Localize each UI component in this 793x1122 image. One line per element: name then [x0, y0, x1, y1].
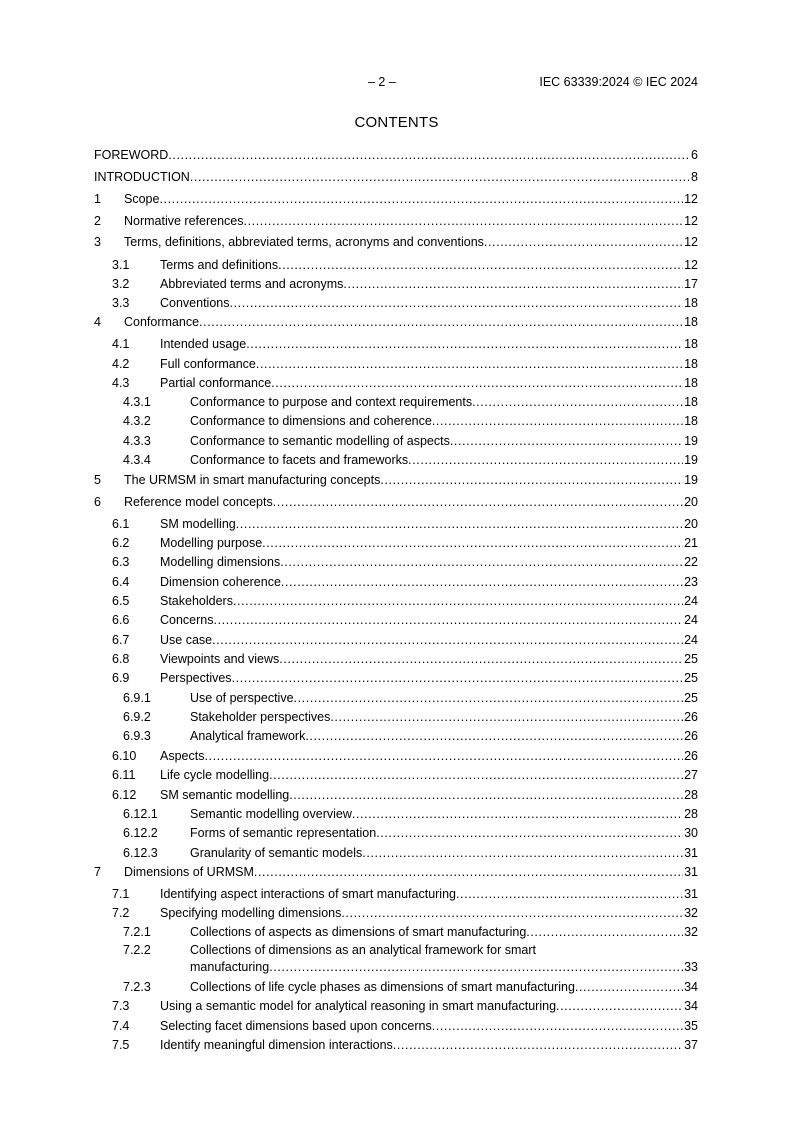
- dot-leader: [212, 631, 683, 649]
- toc-entry-page: 26: [684, 729, 698, 743]
- toc-entry-leader: [94, 168, 698, 186]
- toc-entry[interactable]: [94, 824, 698, 842]
- dot-leader: [341, 904, 683, 922]
- toc-entry[interactable]: [94, 515, 698, 533]
- toc-entry[interactable]: [94, 650, 698, 668]
- dot-leader: [432, 412, 683, 430]
- toc-entry-page: 19: [684, 434, 698, 448]
- toc-entry-title: Conformance to facets and frameworks: [190, 453, 409, 467]
- toc-entry-number: 3.1: [112, 258, 130, 272]
- dot-leader: [244, 212, 684, 230]
- toc-entry[interactable]: [94, 355, 698, 373]
- toc-entry-number: 6.2: [112, 536, 130, 550]
- toc-entry-number: 6.12.2: [123, 826, 158, 840]
- toc-entry[interactable]: [94, 766, 698, 784]
- toc-entry-page: 22: [684, 555, 698, 569]
- toc-entry-page: 28: [684, 788, 698, 802]
- dot-leader: [269, 766, 683, 784]
- toc-entry-title: Dimensions of URMSM: [124, 865, 254, 879]
- toc-entry[interactable]: [94, 412, 698, 430]
- toc-entry-leader: [160, 1036, 698, 1054]
- toc-entry-number: 4.3.4: [123, 453, 151, 467]
- toc-entry-number: 4.3.2: [123, 414, 151, 428]
- toc-entry-page: 18: [684, 296, 698, 310]
- toc-entry-number: 6.6: [112, 613, 130, 627]
- toc-entry-page: 18: [684, 357, 698, 371]
- toc-entry-number: 7.3: [112, 999, 130, 1013]
- dot-leader: [484, 233, 683, 251]
- toc-entry-title: Terms and definitions: [160, 258, 279, 272]
- toc-entry-number: 6.8: [112, 652, 130, 666]
- dot-leader: [280, 553, 683, 571]
- toc-entry-leader: [160, 669, 698, 687]
- dot-leader: [236, 515, 683, 533]
- toc-entry-leader: [160, 515, 698, 533]
- toc-entry-leader: [160, 904, 698, 922]
- toc-entry-leader: [190, 978, 698, 996]
- dot-leader: [352, 805, 683, 823]
- dot-leader: [279, 650, 683, 668]
- toc-entry-number: 3.2: [112, 277, 130, 291]
- toc-entry-title: Conformance to dimensions and coherence: [190, 414, 432, 428]
- dot-leader: [232, 669, 684, 687]
- toc-entry-leader: [160, 786, 698, 804]
- toc-entry-number: 3.3: [112, 296, 130, 310]
- toc-entry-title: Abbreviated terms and acronyms: [160, 277, 344, 291]
- dot-leader: [281, 573, 683, 591]
- toc-entry-number: 6: [94, 495, 101, 509]
- dot-leader: [254, 863, 683, 881]
- toc-entry-number: 7.1: [112, 887, 130, 901]
- toc-entry[interactable]: [94, 313, 698, 331]
- toc-entry-title: Concerns: [160, 613, 214, 627]
- toc-entry-page: 32: [684, 906, 698, 920]
- dot-leader: [246, 335, 683, 353]
- toc-entry-title: Collections of life cycle phases as dimensions of smart manufacturing: [190, 980, 575, 994]
- dot-leader: [376, 824, 683, 842]
- toc-entry-leader: [190, 958, 698, 976]
- toc-entry-page: 21: [684, 536, 698, 550]
- toc-entry-page: 8: [691, 170, 698, 184]
- toc-entry-title: SM semantic modelling: [160, 788, 290, 802]
- toc-entry-number: 4: [94, 315, 101, 329]
- dot-leader: [526, 923, 683, 941]
- toc-entry[interactable]: [94, 747, 698, 765]
- dot-leader: [556, 997, 683, 1015]
- toc-entry-number: 6.12.3: [123, 846, 158, 860]
- toc-entry-page: 19: [684, 453, 698, 467]
- dot-leader: [233, 592, 683, 610]
- toc-entry[interactable]: [94, 592, 698, 610]
- toc-entry-page: 37: [684, 1038, 698, 1052]
- toc-entry-number: 7: [94, 865, 101, 879]
- dot-leader: [199, 313, 683, 331]
- dot-leader: [159, 190, 683, 208]
- toc-entry[interactable]: [94, 805, 698, 823]
- toc-entry[interactable]: [94, 1017, 698, 1035]
- toc-entry-leader: [190, 844, 698, 862]
- toc-entry-title: Using a semantic model for analytical reasoning in smart manufacturing: [160, 999, 557, 1013]
- toc-entry[interactable]: [94, 233, 698, 251]
- toc-entry-leader: [190, 708, 698, 726]
- toc-entry-title: Perspectives: [160, 671, 232, 685]
- toc-entry-leader: [124, 190, 698, 208]
- dot-leader: [432, 1017, 683, 1035]
- toc-entry[interactable]: [94, 168, 698, 186]
- toc-entry-number: 7.2.1: [123, 925, 151, 939]
- toc-entry-title: Identify meaningful dimension interactions: [160, 1038, 393, 1052]
- toc-entry-page: 35: [684, 1019, 698, 1033]
- toc-entry-page: 18: [684, 395, 698, 409]
- toc-entry-leader: [160, 747, 698, 765]
- toc-entry-page: 26: [684, 749, 698, 763]
- toc-entry-page: 31: [684, 846, 698, 860]
- toc-entry-title: Specifying modelling dimensions: [160, 906, 342, 920]
- toc-entry-page: 31: [684, 887, 698, 901]
- toc-entry[interactable]: [94, 451, 698, 469]
- toc-entry-leader: [160, 766, 698, 784]
- toc-entry-number: 4.2: [112, 357, 130, 371]
- toc-entry-page: 6: [691, 148, 698, 162]
- toc-entry-leader: [124, 471, 698, 489]
- dot-leader: [450, 432, 683, 450]
- toc-entry-number: 6.9.3: [123, 729, 151, 743]
- toc-entry-title: Life cycle modelling: [160, 768, 270, 782]
- toc-entry-title: SM modelling: [160, 517, 236, 531]
- toc-entry-number: 6.12.1: [123, 807, 158, 821]
- toc-entry[interactable]: [94, 374, 698, 392]
- page-header: [94, 75, 698, 91]
- dot-leader: [472, 393, 683, 411]
- toc-entry[interactable]: [94, 573, 698, 591]
- dot-leader: [393, 1036, 683, 1054]
- toc-entry-number: 6.10: [112, 749, 137, 763]
- toc-entry-page: 23: [684, 575, 698, 589]
- dot-leader: [343, 275, 683, 293]
- toc-entry-leader: [190, 805, 698, 823]
- toc-entry[interactable]: [94, 534, 698, 552]
- toc-entry-number: 2: [94, 214, 101, 228]
- toc-entry[interactable]: [94, 393, 698, 411]
- toc-entry-title: Dimension coherence: [160, 575, 281, 589]
- toc-entry-leader: [160, 534, 698, 552]
- toc-entry-title: Conventions: [160, 296, 230, 310]
- toc-entry-leader: [190, 432, 698, 450]
- toc-entry-page: 18: [684, 315, 698, 329]
- toc-entry-page: 12: [684, 258, 698, 272]
- toc-entry[interactable]: [94, 844, 698, 862]
- toc-entry-title: Normative references: [124, 214, 244, 228]
- toc-entry-leader: [160, 1017, 698, 1035]
- toc-entry-leader: [160, 885, 698, 903]
- toc-entry-page: 12: [684, 192, 698, 206]
- dot-leader: [575, 978, 683, 996]
- toc-entry[interactable]: [94, 471, 698, 489]
- toc-entry-page: 33: [684, 960, 698, 974]
- dot-leader: [380, 471, 683, 489]
- toc-entry-title: Terms, definitions, abbreviated terms, acronyms and conventions: [124, 235, 484, 249]
- toc-entry-title: Analytical framework: [190, 729, 306, 743]
- toc-entry-page: 18: [684, 376, 698, 390]
- toc-entry-title: Full conformance: [160, 357, 256, 371]
- toc-entry-title: Intended usage: [160, 337, 247, 351]
- toc-entry-leader: [160, 650, 698, 668]
- dot-leader: [408, 451, 683, 469]
- toc-entry-leader: [160, 355, 698, 373]
- toc-entry-title: Partial conformance: [160, 376, 272, 390]
- dot-leader: [456, 885, 683, 903]
- toc-entry[interactable]: [94, 146, 698, 164]
- toc-entry-title-line: Collections of dimensions as an analytical framework for smart: [190, 943, 536, 957]
- toc-entry-number: 7.5: [112, 1038, 130, 1052]
- toc-entry-number: 6.9.1: [123, 691, 151, 705]
- toc-entry[interactable]: [94, 669, 698, 687]
- dot-leader: [289, 786, 683, 804]
- toc-entry-page: 12: [684, 235, 698, 249]
- toc-entry-number: 4.3.3: [123, 434, 151, 448]
- toc-entry-number: 6.5: [112, 594, 130, 608]
- toc-entry-number: 6.11: [112, 768, 136, 782]
- toc-entry-page: 24: [684, 633, 698, 647]
- toc-entry-title: Modelling purpose: [160, 536, 263, 550]
- toc-entry[interactable]: [94, 923, 698, 941]
- toc-entry[interactable]: [94, 786, 698, 804]
- toc-entry[interactable]: [94, 978, 698, 996]
- toc-entry-title: Reference model concepts: [124, 495, 273, 509]
- toc-entry-title: Modelling dimensions: [160, 555, 281, 569]
- dot-leader: [269, 958, 683, 976]
- toc-entry-title: Conformance to purpose and context requirements: [190, 395, 473, 409]
- dot-leader: [273, 493, 683, 511]
- dot-leader: [271, 374, 683, 392]
- toc-entry-leader: [190, 393, 698, 411]
- toc-entry[interactable]: [94, 631, 698, 649]
- toc-entry-leader: [124, 493, 698, 511]
- toc-entry-leader: [160, 997, 698, 1015]
- toc-entry[interactable]: [94, 335, 698, 353]
- toc-entry-page: 19: [684, 473, 698, 487]
- toc-entry-leader: [160, 374, 698, 392]
- toc-entry[interactable]: [94, 190, 698, 208]
- toc-entry-page: 25: [684, 671, 698, 685]
- toc-entry-page: 30: [684, 826, 698, 840]
- toc-entry[interactable]: [94, 212, 698, 230]
- toc-entry-title: Stakeholders: [160, 594, 233, 608]
- toc-entry-title: Identifying aspect interactions of smart manufacturing: [160, 887, 456, 901]
- toc-entry[interactable]: [94, 256, 698, 274]
- dot-leader: [230, 294, 684, 312]
- toc-entry-number: 6.9.2: [123, 710, 151, 724]
- toc-entry-number: 6.9: [112, 671, 130, 685]
- toc-entry-leader: [160, 335, 698, 353]
- toc-entry-number: 7.2.2: [123, 943, 151, 957]
- toc-entry-number: 4.1: [112, 337, 130, 351]
- toc-entry-page: 32: [684, 925, 698, 939]
- toc-entry-title: Use of perspective: [190, 691, 294, 705]
- toc-entry-page: 24: [684, 613, 698, 627]
- toc-entry-number: 6.7: [112, 633, 130, 647]
- toc-entry-title: Conformance to semantic modelling of aspects: [190, 434, 450, 448]
- toc-entry-number: 1: [94, 192, 101, 206]
- dot-leader: [256, 355, 683, 373]
- toc-entry-leader: [124, 313, 698, 331]
- toc-entry-title: Collections of aspects as dimensions of smart manufacturing: [190, 925, 527, 939]
- toc-entry-leader: [160, 573, 698, 591]
- toc-entry-title: Granularity of semantic models: [190, 846, 363, 860]
- toc-entry-page: 17: [684, 277, 698, 291]
- toc-entry-page: 12: [684, 214, 698, 228]
- toc-entry[interactable]: [94, 275, 698, 293]
- toc-entry-leader: [160, 611, 698, 629]
- page-number: – 2 –: [368, 75, 396, 89]
- toc-entry-title: Conformance: [124, 315, 200, 329]
- toc-entry-title: Use case: [160, 633, 213, 647]
- toc-entry-number: 6.12: [112, 788, 137, 802]
- toc-entry-title: Scope: [124, 192, 160, 206]
- toc-entry[interactable]: [94, 1036, 698, 1054]
- toc-entry-page: 20: [684, 517, 698, 531]
- toc-entry-page: 25: [684, 691, 698, 705]
- dot-leader: [214, 611, 684, 629]
- toc-entry-title: Selecting facet dimensions based upon concerns: [160, 1019, 432, 1033]
- toc-entry-title: INTRODUCTION: [94, 170, 190, 184]
- toc-entry-leader: [160, 592, 698, 610]
- toc-entry-number: 7.2: [112, 906, 130, 920]
- toc-entry-page: 24: [684, 594, 698, 608]
- toc-entry[interactable]: [94, 727, 698, 745]
- toc-entry-number: 4.3: [112, 376, 130, 390]
- toc-entry-title: Semantic modelling overview: [190, 807, 352, 821]
- toc-entry-leader: [124, 863, 698, 881]
- toc-entry-number: 6.1: [112, 517, 130, 531]
- toc-entry-page: 31: [684, 865, 698, 879]
- toc-entry[interactable]: [94, 863, 698, 881]
- toc-entry-page: 34: [684, 980, 698, 994]
- toc-entry[interactable]: [94, 689, 698, 707]
- toc-entry-number: 6.3: [112, 555, 130, 569]
- toc-entry-title: The URMSM in smart manufacturing concepts: [124, 473, 381, 487]
- toc-entry-leader: [190, 727, 698, 745]
- toc-entry-page: 26: [684, 710, 698, 724]
- toc-entry-title: FOREWORD: [94, 148, 169, 162]
- toc-entry-page: 28: [684, 807, 698, 821]
- toc-entry-leader: [160, 553, 698, 571]
- toc-entry-page: 18: [684, 414, 698, 428]
- toc-entry-title: Forms of semantic representation: [190, 826, 377, 840]
- dot-leader: [362, 844, 683, 862]
- dot-leader: [330, 708, 683, 726]
- toc-entry[interactable]: [94, 885, 698, 903]
- toc-entry-number: 7.4: [112, 1019, 130, 1033]
- toc-entry-leader: [160, 256, 698, 274]
- toc-entry-leader: [190, 824, 698, 842]
- toc-entry[interactable]: [94, 294, 698, 312]
- toc-entry-page: 25: [684, 652, 698, 666]
- dot-leader: [204, 747, 683, 765]
- dot-leader: [168, 146, 690, 164]
- toc-entry-number: 7.2.3: [123, 980, 151, 994]
- toc-entry-leader: [190, 412, 698, 430]
- toc-entry-leader: [160, 275, 698, 293]
- toc-entry-title: Stakeholder perspectives: [190, 710, 331, 724]
- toc-entry-leader: [94, 146, 698, 164]
- toc-entry-leader: [124, 212, 698, 230]
- toc-entry[interactable]: [94, 493, 698, 511]
- toc-entry-leader: [190, 689, 698, 707]
- toc-entry-leader: [190, 923, 698, 941]
- toc-entry-number: 5: [94, 473, 101, 487]
- toc-entry-leader: [160, 631, 698, 649]
- toc-entry[interactable]: [94, 611, 698, 629]
- toc-entry-number: 6.4: [112, 575, 130, 589]
- dot-leader: [262, 534, 683, 552]
- dot-leader: [190, 168, 690, 186]
- toc-entry-title: Viewpoints and views: [160, 652, 280, 666]
- toc-entry[interactable]: [94, 708, 698, 726]
- dot-leader: [305, 727, 683, 745]
- toc-entry[interactable]: [94, 904, 698, 922]
- page-title: CONTENTS: [354, 114, 439, 131]
- toc-entry-page: 27: [684, 768, 698, 782]
- toc-entry-leader: [124, 233, 698, 251]
- toc-entry-page: 18: [684, 337, 698, 351]
- toc-entry[interactable]: [94, 432, 698, 450]
- toc-entry-page: 20: [684, 495, 698, 509]
- toc-entry-number: 3: [94, 235, 101, 249]
- toc-entry[interactable]: [94, 553, 698, 571]
- toc-entry-title: Aspects: [160, 749, 205, 763]
- dot-leader: [278, 256, 683, 274]
- toc-entry-page: 34: [684, 999, 698, 1013]
- toc-entry-leader: [160, 294, 698, 312]
- standard-reference: IEC 63339:2024 © IEC 2024: [539, 75, 698, 89]
- dot-leader: [294, 689, 684, 707]
- toc-entry[interactable]: [94, 941, 698, 977]
- toc-entry-number: 4.3.1: [123, 395, 151, 409]
- toc-entry-leader: [190, 451, 698, 469]
- toc-entry[interactable]: [94, 997, 698, 1015]
- toc-entry-title: manufacturing: [190, 960, 270, 974]
